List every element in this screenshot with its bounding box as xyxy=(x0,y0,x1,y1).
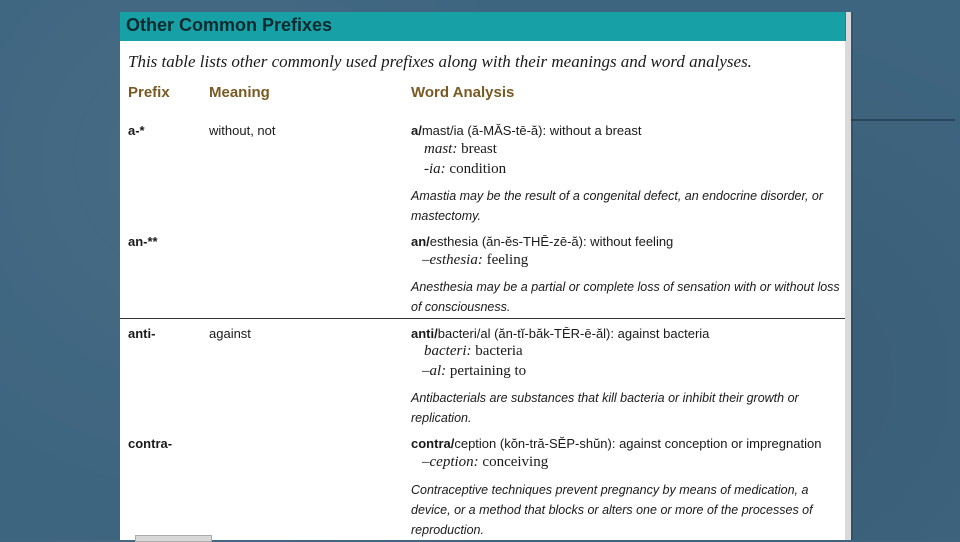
word-analysis xyxy=(411,436,821,451)
word-part xyxy=(424,343,523,360)
word-part-meaning: pertaining to xyxy=(449,363,527,379)
decorative-line xyxy=(850,119,955,121)
word-part-term: -ia: xyxy=(424,161,446,177)
row-meaning: without, not xyxy=(209,123,276,138)
word-prefix-bold: an/ xyxy=(411,234,430,249)
word-analysis xyxy=(411,234,673,249)
row-prefix: anti- xyxy=(128,326,156,341)
word-part-term: –ception: xyxy=(422,454,479,470)
row-prefix: a-* xyxy=(128,123,145,138)
column-header-analysis: Word Analysis xyxy=(411,84,515,101)
scrollbar-stub xyxy=(135,535,212,542)
row-meaning: against xyxy=(209,326,251,341)
word-part xyxy=(424,141,497,158)
row-note: Amastia may be the result of a congenital defect, an endocrine disorder, or mastectomy. xyxy=(411,189,824,223)
word-prefix-bold: a/ xyxy=(411,123,422,138)
title-banner xyxy=(120,12,846,41)
row-prefix: an-** xyxy=(128,234,158,249)
word-part-term: –esthesia: xyxy=(422,252,483,268)
word-part xyxy=(424,161,506,178)
page-title: Other Common Prefixes xyxy=(126,15,333,35)
word-part xyxy=(422,252,528,269)
column-header-meaning: Meaning xyxy=(209,84,270,101)
word-part xyxy=(422,363,526,380)
word-part-meaning: breast xyxy=(461,141,497,157)
word-part xyxy=(422,454,548,471)
intro-text: This table lists other commonly used prefixes along with their meanings and word analyses. xyxy=(128,52,752,71)
word-part-term: –al: xyxy=(422,363,447,379)
word-part-meaning: bacteria xyxy=(475,343,523,359)
page-edge-shadow xyxy=(845,12,853,540)
word-rest: mast/ia (ă-MĂS-tē-ă): without a breast xyxy=(421,123,642,138)
document-page xyxy=(120,12,851,540)
word-rest: esthesia (ăn-ĕs-THĒ-zē-ă): without feeling xyxy=(429,234,674,249)
word-part-term: bacteri: xyxy=(424,343,472,359)
row-prefix: contra- xyxy=(128,436,173,451)
word-analysis xyxy=(411,326,709,341)
word-part-meaning: feeling xyxy=(486,252,529,268)
column-header-prefix: Prefix xyxy=(128,84,170,101)
word-part-term: mast: xyxy=(424,141,458,157)
word-rest: bacteri/al (ăn-tĭ-băk-TĒR-ē-ăl): against bacteria xyxy=(437,326,710,341)
word-part-meaning: conceiving xyxy=(482,454,549,470)
row-note: Antibacterials are substances that kill bacteria or inhibit their growth or replication. xyxy=(411,391,799,425)
row-divider xyxy=(120,318,845,319)
word-prefix-bold: anti/ xyxy=(411,326,438,341)
word-analysis xyxy=(411,123,641,138)
word-prefix-bold: contra/ xyxy=(411,436,455,451)
word-part-meaning: condition xyxy=(449,161,507,177)
row-note: Anesthesia may be a partial or complete loss of sensation with or without loss of consciousness. xyxy=(411,280,840,314)
row-note: Contraceptive techniques prevent pregnancy by means of medication, a device, or a method that blocks or alters one or more of the processes of reproduction. xyxy=(411,483,813,537)
word-rest: ception (kŏn-tră-SĔP-shŭn): against conception or impregnation xyxy=(454,436,822,451)
